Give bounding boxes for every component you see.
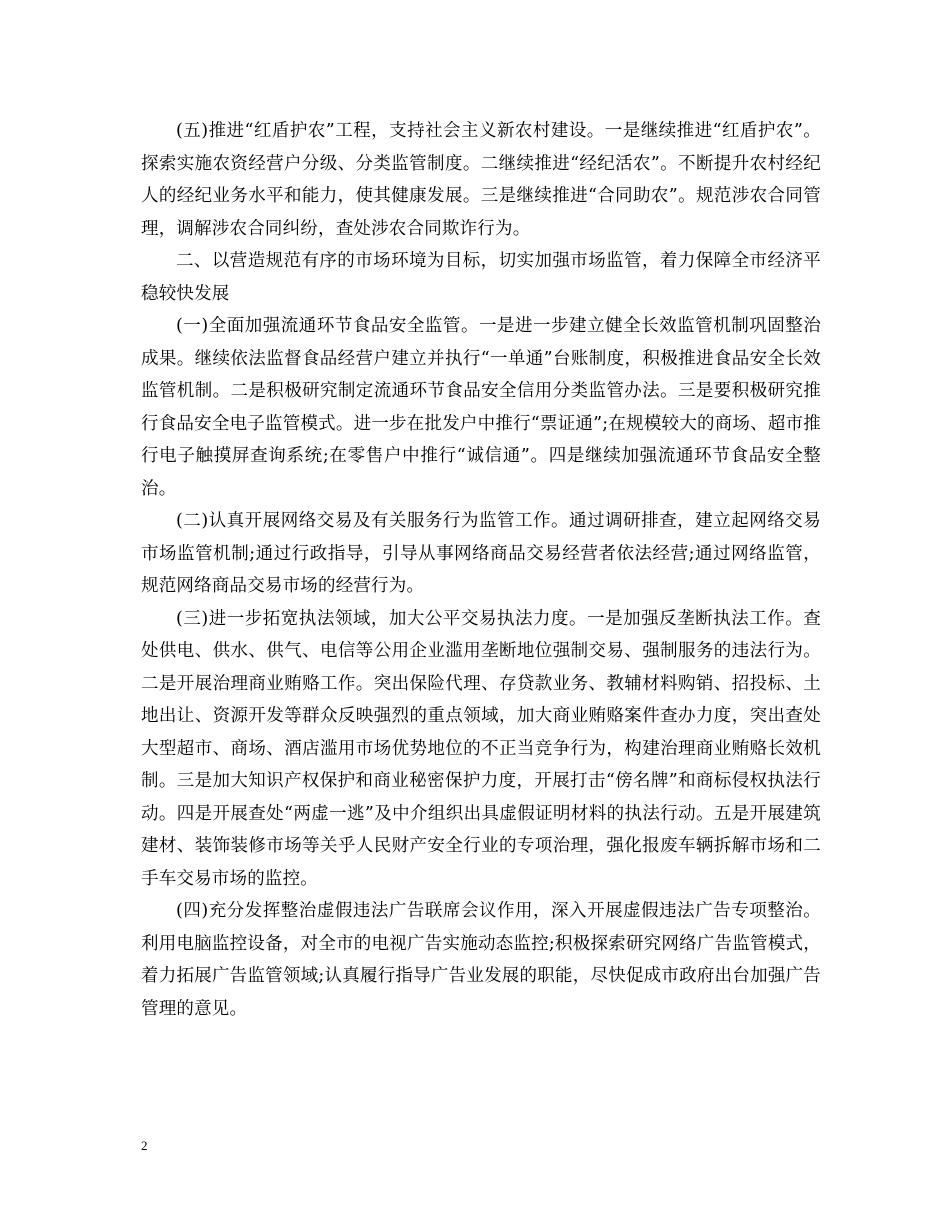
paragraph-online-trading: (二)认真开展网络交易及有关服务行为监管工作。通过调研排查，建立起网络交易市场监管机制;通过行政指导，引导从事网络商品交易经营者依法经营;通过网络监管，规范网络商品交易市场的经营行为。 xyxy=(141,511,821,596)
paragraph-red-shield-agriculture: (五)推进“红盾护农”工程，支持社会主义新农村建设。一是继续推进“红盾护农”。探索实施农资经营户分级、分类监管制度。二继续推进“经纪活农”。不断提升农村经纪人的经纪业务水平和能力，使其健康发展。三是继续推进“合同助农”。规范涉农合同管理，调解涉农合同纠纷，查处涉农合同欺诈行为。 xyxy=(141,121,821,239)
paragraph-food-safety: (一)全面加强流通环节食品安全监管。一是进一步建立健全长效监管机制巩固整治成果。继续依法监督食品经营户建立并执行“一单通”台账制度，积极推进食品安全长效监管机制。二是积极研究制定流通环节食品安全信用分类监管办法。三是要积极研究推行食品安全电子监管模式。进一步在批发户中推行“票证通”;在规模较大的商场、超市推行电子触摸屏查询系统;在零售户中推行“诚信通”。四是继续加强流通环节食品安全整治。 xyxy=(141,316,821,499)
page-number: 2 xyxy=(141,1138,148,1153)
paragraph-fair-trade-enforcement: (三)进一步拓宽执法领域，加大公平交易执法力度。一是加强反垄断执法工作。查处供电、供水、供气、电信等公用企业滥用垄断地位强制交易、强制服务的违法行为。二是开展治理商业贿赂工作。突出保险代理、存贷款业务、教辅材料购销、招投标、土地出让、资源开发等群众反映强烈的重点领域，加大商业贿赂案件查办力度，突出查处大型超市、商场、酒店滥用市场优势地位的不正当竞争行为，构建治理商业贿赂长效机制。三是加大知识产权保护和商业秘密保护力度，开展打击“傍名牌”和商标侵权执法行动。四是开展查处“两虚一逃”及中介组织出具虚假证明材料的执法行动。五是开展建筑建材、装饰装修市场等关乎人民财产安全行业的专项治理，强化报废车辆拆解市场和二手车交易市场的监控。 xyxy=(141,608,821,889)
paragraph-false-advertising: (四)充分发挥整治虚假违法广告联席会议作用，深入开展虚假违法广告专项整治。利用电脑监控设备，对全市的电视广告实施动态监控;积极探索研究网络广告监管模式，着力拓展广告监管领域;认真履行指导广告业发展的职能，尽快促成市政府出台加强广告管理的意见。 xyxy=(141,901,821,1019)
section-heading-market-supervision: 二、以营造规范有序的市场环境为目标，切实加强市场监管，着力保障全市经济平稳较快发展 xyxy=(141,251,821,304)
document-body xyxy=(141,115,821,1025)
